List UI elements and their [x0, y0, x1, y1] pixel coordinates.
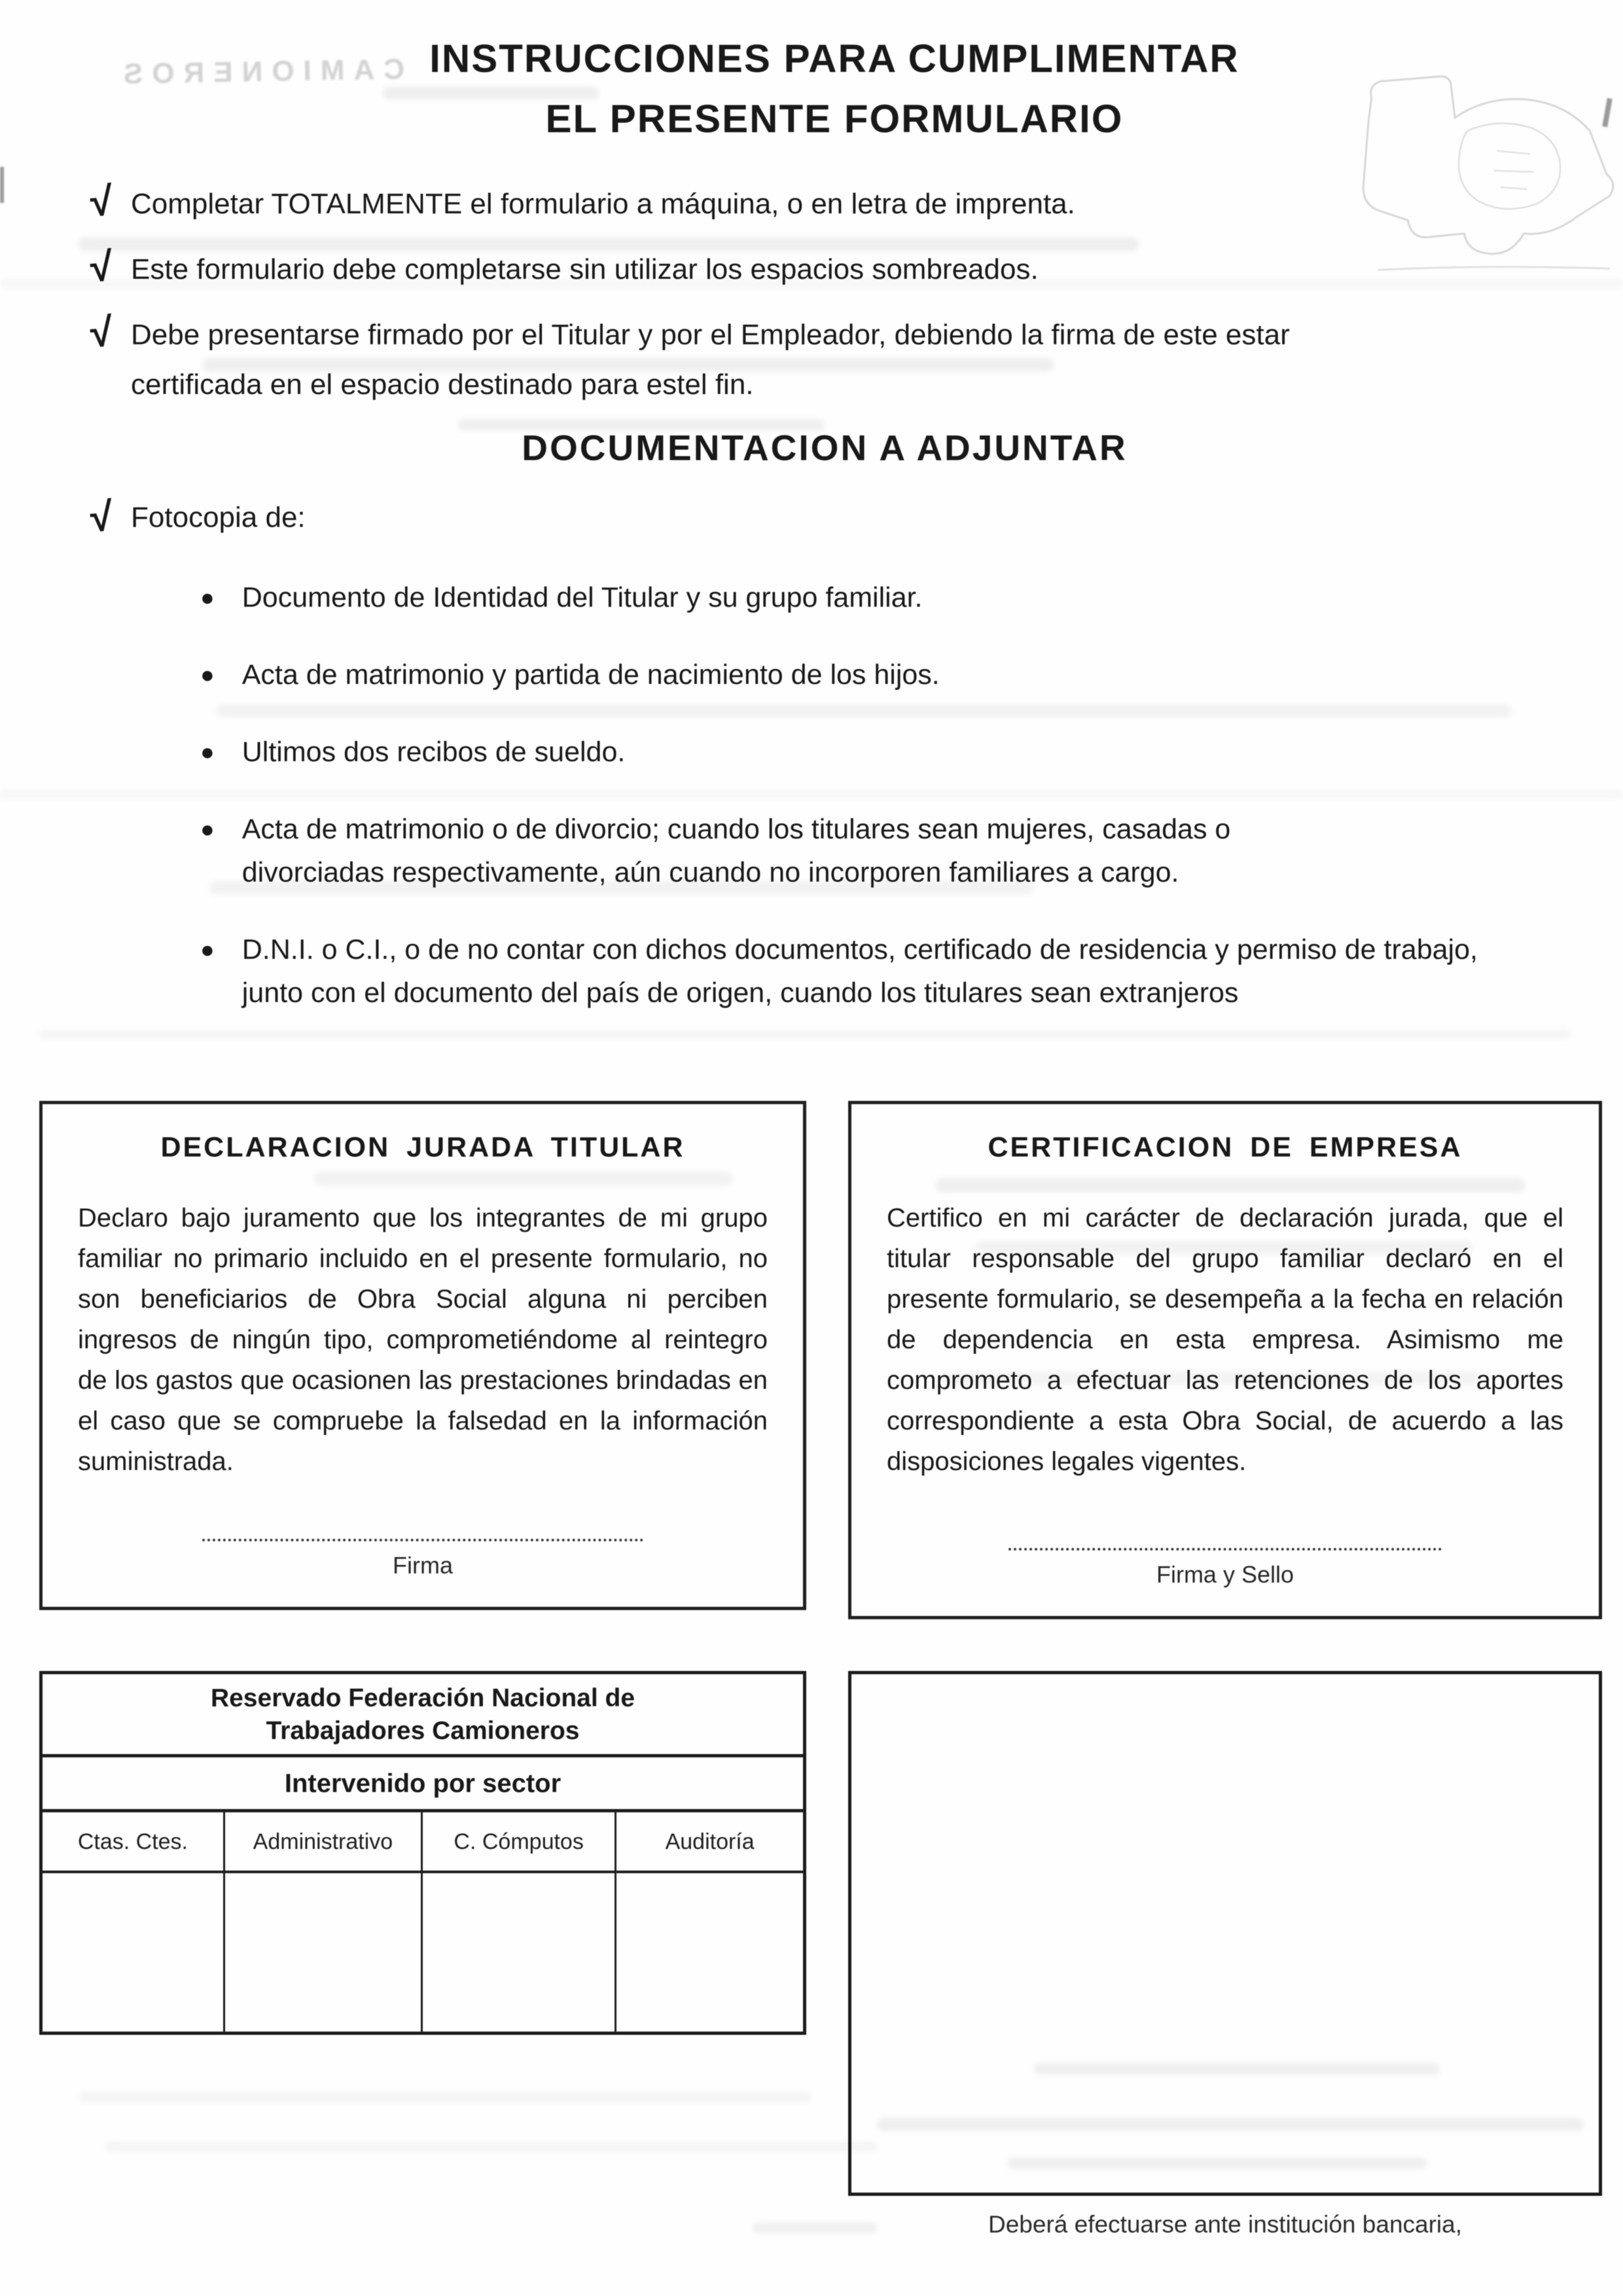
section-title-documentacion: DOCUMENTACION A ADJUNTAR: [522, 427, 1128, 468]
reserved-table-header-row: [43, 1812, 803, 1873]
page-title: [0, 29, 1623, 149]
bullet-icon: ●: [200, 816, 215, 842]
bullet-icon: ●: [200, 661, 215, 688]
certificacion-empresa-box: [848, 1101, 1602, 1619]
signature-dotted-line: [202, 1538, 643, 1541]
instruction-item: [90, 245, 1399, 295]
attachment-text: Acta de matrimonio y partida de nacimiento de los hijos.: [241, 659, 940, 691]
attachment-item: [200, 576, 1529, 619]
declaracion-box-title: DECLARACION JURADA TITULAR: [160, 1132, 685, 1163]
bullet-icon: ●: [200, 738, 215, 765]
scan-smudge: [105, 2142, 877, 2152]
scan-edge-mark: [0, 167, 4, 203]
bank-certification-box: [848, 1671, 1602, 2196]
check-icon: √: [88, 178, 115, 226]
scan-smudge: [79, 2092, 812, 2102]
check-icon: √: [88, 243, 115, 291]
check-icon: √: [88, 309, 115, 357]
attachment-list: [200, 576, 1529, 1049]
signature-label: Firma: [393, 1552, 453, 1579]
certificacion-box-title: CERTIFICACION DE EMPRESA: [988, 1132, 1463, 1163]
certificacion-box-body: Certifico en mi carácter de declaración jurada, que el titular responsable del grupo familiar declaró en el presente formulario, se desempeña a la fecha en relación de dependencia en esta empresa. Asimismo me comprometo a efectuar las retenciones de los aportes correspondiente a esta Obra Social, de acuerdo a las disposiciones legales vigentes.: [887, 1204, 1563, 1476]
instruction-item: [90, 310, 1399, 410]
table-cell-empty: [43, 1873, 225, 2032]
attachment-item: [200, 730, 1529, 774]
reserved-table-empty-row: [43, 1873, 803, 2032]
instruction-text: Debe presentarse firmado por el Titular y por el Empleador, debiendo la firma de este estar certificada en el espacio destinado para estel fin.: [131, 319, 1290, 401]
page-title-line2: EL PRESENTE FORMULARIO: [545, 97, 1124, 141]
signature-label: Firma y Sello: [1156, 1561, 1294, 1588]
page-title-line1: INSTRUCCIONES PARA CUMPLIMENTAR: [429, 37, 1240, 81]
check-icon: √: [88, 493, 115, 541]
instruction-text: Este formulario debe completarse sin utilizar los espacios sombreados.: [131, 253, 1039, 285]
declaracion-box-body: Declaro bajo juramento que los integrantes de mi grupo familiar no primario incluido en el presente formulario, no son beneficiarios de Obra Social alguna ni perciben ingresos de ningún tipo, comprometiéndome al reintegro de los gastos que ocasionen las prestaciones brindadas en el caso que se compruebe la falsedad en la información suministrada.: [78, 1204, 768, 1476]
reserved-federation-table: [39, 1671, 806, 2035]
attachment-item: [200, 653, 1529, 696]
reserved-table-title-line2: Trabajadores Camioneros: [266, 1717, 580, 1745]
declaracion-jurada-box: [39, 1101, 806, 1610]
signature-block-titular: [43, 1538, 803, 1579]
attachment-item: [200, 928, 1529, 1014]
bullet-icon: ●: [200, 936, 215, 963]
table-cell-empty: [423, 1873, 616, 2032]
attachment-text: Acta de matrimonio o de divorcio; cuando los titulares sean mujeres, casadas o divorciadas respectivamente, aún cuando no incorporen familiares a cargo.: [241, 814, 1231, 888]
column-header: Administrativo: [225, 1812, 423, 1871]
column-header: Ctas. Ctes.: [43, 1812, 225, 1871]
attachment-item: [200, 808, 1529, 894]
bullet-icon: ●: [200, 584, 215, 611]
fotocopia-label: Fotocopia de:: [131, 501, 306, 533]
reserved-table-title: [43, 1674, 803, 1757]
fotocopia-row: [90, 495, 306, 541]
reserved-table-title-line1: Reservado Federación Nacional de: [210, 1684, 635, 1712]
reserved-table-subtitle: Intervenido por sector: [43, 1757, 803, 1812]
signature-dotted-line: [1008, 1547, 1442, 1551]
instruction-text: Completar TOTALMENTE el formulario a máquina, o en letra de imprenta.: [131, 188, 1075, 220]
attachment-text: Documento de Identidad del Titular y su grupo familiar.: [241, 582, 923, 613]
ghost-bleedthrough-text: CAMIONEROS: [114, 53, 405, 90]
attachment-text: Ultimos dos recibos de sueldo.: [241, 736, 626, 768]
attachment-text: D.N.I. o C.I., o de no contar con dichos documentos, certificado de residencia y permiso de trabajo, junto con el documento del país de origen, cuando los titulares sean extranjeros: [241, 934, 1478, 1009]
signature-block-empresa: [851, 1547, 1599, 1588]
instruction-item: [90, 179, 1399, 229]
table-cell-empty: [616, 1873, 803, 2032]
instruction-list: [90, 179, 1399, 425]
column-header: Auditoría: [665, 1829, 755, 1854]
table-cell-empty: [225, 1873, 423, 2032]
column-header: C. Cómputos: [423, 1812, 616, 1871]
footer-note: Deberá efectuarse ante institución bancaria,: [988, 2211, 1462, 2238]
